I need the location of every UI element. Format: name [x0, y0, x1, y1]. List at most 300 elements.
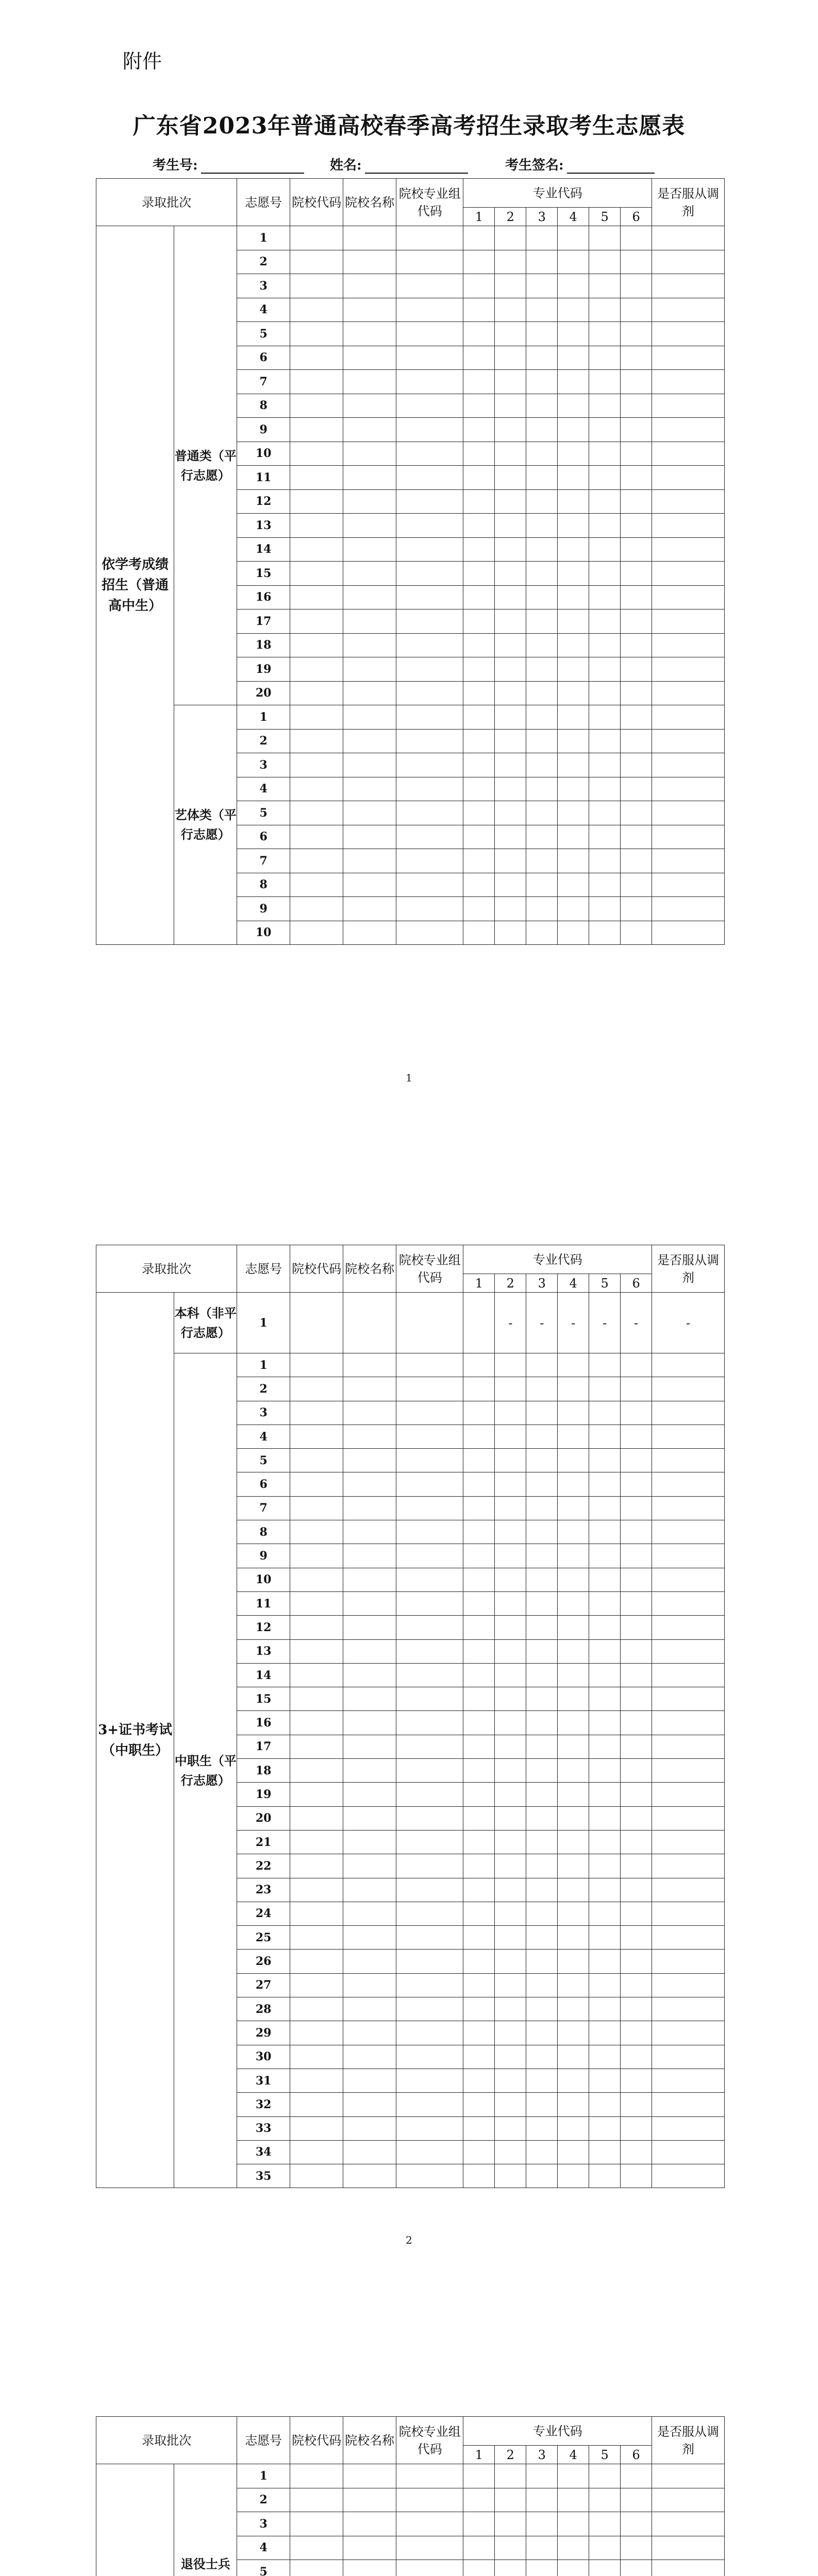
major-code-cell[interactable]: [589, 2045, 621, 2069]
major-code-cell[interactable]: [589, 1687, 621, 1711]
input-cell[interactable]: [396, 2045, 463, 2069]
adjust-cell[interactable]: [652, 681, 725, 705]
input-cell[interactable]: [396, 537, 463, 562]
major-code-cell[interactable]: [495, 657, 526, 682]
adjust-cell[interactable]: [652, 2045, 725, 2069]
major-code-cell[interactable]: [589, 1568, 621, 1591]
input-cell[interactable]: [396, 1783, 463, 1806]
major-code-cell[interactable]: [621, 657, 652, 682]
major-code-cell[interactable]: [526, 1591, 558, 1615]
input-cell[interactable]: [343, 609, 396, 634]
major-code-cell[interactable]: [495, 2464, 526, 2488]
major-code-cell[interactable]: [526, 1544, 558, 1568]
major-code-cell[interactable]: [589, 1854, 621, 1878]
adjust-cell[interactable]: [652, 1425, 725, 1448]
input-cell[interactable]: [290, 1377, 343, 1401]
major-code-cell[interactable]: [526, 514, 558, 538]
major-code-cell[interactable]: [621, 609, 652, 634]
input-cell[interactable]: [396, 2116, 463, 2140]
input-cell[interactable]: [343, 1377, 396, 1401]
input-cell[interactable]: [396, 1472, 463, 1496]
adjust-cell[interactable]: [652, 609, 725, 634]
major-code-cell[interactable]: [621, 2069, 652, 2092]
major-code-cell[interactable]: [495, 1591, 526, 1615]
input-cell[interactable]: [343, 1472, 396, 1496]
input-cell[interactable]: [290, 1472, 343, 1496]
major-code-cell[interactable]: [495, 2093, 526, 2116]
major-code-cell[interactable]: [589, 825, 621, 849]
major-code-cell[interactable]: [526, 705, 558, 730]
major-code-cell[interactable]: [621, 849, 652, 873]
major-code-cell[interactable]: [589, 1353, 621, 1377]
input-cell[interactable]: [343, 1544, 396, 1568]
major-code-cell[interactable]: [495, 1950, 526, 1973]
major-code-cell[interactable]: [495, 514, 526, 538]
input-cell[interactable]: [343, 250, 396, 274]
input-cell[interactable]: [396, 633, 463, 657]
major-code-cell[interactable]: [558, 753, 589, 777]
input-cell[interactable]: [343, 801, 396, 825]
major-code-cell[interactable]: [526, 2164, 558, 2188]
major-code-cell[interactable]: -: [589, 1293, 621, 1353]
input-cell[interactable]: [396, 1401, 463, 1425]
input-cell[interactable]: [343, 418, 396, 442]
input-cell[interactable]: [343, 729, 396, 753]
input-cell[interactable]: [290, 322, 343, 346]
major-code-cell[interactable]: [526, 681, 558, 705]
major-code-cell[interactable]: [621, 418, 652, 442]
major-code-cell[interactable]: [463, 921, 495, 945]
major-code-cell[interactable]: [463, 1449, 495, 1472]
adjust-cell[interactable]: [652, 1783, 725, 1806]
input-cell[interactable]: [396, 729, 463, 753]
major-code-cell[interactable]: [463, 1616, 495, 1639]
adjust-cell[interactable]: [652, 2512, 725, 2536]
input-cell[interactable]: [290, 705, 343, 730]
adjust-cell[interactable]: [652, 2116, 725, 2140]
input-cell[interactable]: [343, 1353, 396, 1377]
input-cell[interactable]: [343, 489, 396, 514]
major-code-cell[interactable]: [558, 2069, 589, 2092]
input-cell[interactable]: [343, 1711, 396, 1735]
input-cell[interactable]: [290, 2536, 343, 2560]
major-code-cell[interactable]: [463, 1496, 495, 1520]
major-code-cell[interactable]: [526, 2464, 558, 2488]
input-cell[interactable]: [290, 681, 343, 705]
major-code-cell[interactable]: [463, 849, 495, 873]
major-code-cell[interactable]: [589, 1663, 621, 1687]
major-code-cell[interactable]: [621, 1878, 652, 1902]
major-code-cell[interactable]: [463, 1687, 495, 1711]
input-cell[interactable]: [290, 2069, 343, 2092]
major-code-cell[interactable]: [463, 897, 495, 921]
major-code-cell[interactable]: [621, 2164, 652, 2188]
major-code-cell[interactable]: [495, 1449, 526, 1472]
major-code-cell[interactable]: [589, 2116, 621, 2140]
adjust-cell[interactable]: [652, 777, 725, 801]
major-code-cell[interactable]: [463, 2488, 495, 2512]
major-code-cell[interactable]: [558, 226, 589, 250]
major-code-cell[interactable]: [621, 585, 652, 609]
major-code-cell[interactable]: [558, 801, 589, 825]
major-code-cell[interactable]: [526, 1830, 558, 1854]
major-code-cell[interactable]: [589, 514, 621, 538]
major-code-cell[interactable]: [463, 250, 495, 274]
input-cell[interactable]: [343, 825, 396, 849]
signature-field[interactable]: [505, 155, 655, 174]
input-cell[interactable]: [290, 1293, 343, 1353]
major-code-cell[interactable]: [621, 322, 652, 346]
major-code-cell[interactable]: [558, 1568, 589, 1591]
major-code-cell[interactable]: -: [526, 1293, 558, 1353]
adjust-cell[interactable]: [652, 1449, 725, 1472]
major-code-cell[interactable]: [558, 2464, 589, 2488]
major-code-cell[interactable]: [558, 1926, 589, 1950]
major-code-cell[interactable]: [589, 1711, 621, 1735]
major-code-cell[interactable]: [463, 705, 495, 730]
major-code-cell[interactable]: [621, 1639, 652, 1663]
adjust-cell[interactable]: [652, 801, 725, 825]
major-code-cell[interactable]: [558, 1687, 589, 1711]
major-code-cell[interactable]: [558, 849, 589, 873]
input-cell[interactable]: [290, 2116, 343, 2140]
major-code-cell[interactable]: [558, 585, 589, 609]
major-code-cell[interactable]: [495, 346, 526, 370]
input-cell[interactable]: [396, 1878, 463, 1902]
major-code-cell[interactable]: [495, 2488, 526, 2512]
input-cell[interactable]: [290, 1854, 343, 1878]
major-code-cell[interactable]: [495, 442, 526, 466]
major-code-cell[interactable]: [589, 585, 621, 609]
major-code-cell[interactable]: [495, 1520, 526, 1544]
input-cell[interactable]: [290, 1806, 343, 1830]
input-cell[interactable]: [396, 1973, 463, 1997]
input-cell[interactable]: [396, 1830, 463, 1854]
major-code-cell[interactable]: [526, 2021, 558, 2045]
adjust-cell[interactable]: [652, 346, 725, 370]
major-code-cell[interactable]: [495, 777, 526, 801]
major-code-cell[interactable]: [495, 1425, 526, 1448]
input-cell[interactable]: [396, 346, 463, 370]
major-code-cell[interactable]: [526, 2512, 558, 2536]
major-code-cell[interactable]: [589, 681, 621, 705]
major-code-cell[interactable]: [495, 1830, 526, 1854]
major-code-cell[interactable]: [558, 921, 589, 945]
major-code-cell[interactable]: [495, 1568, 526, 1591]
major-code-cell[interactable]: [621, 370, 652, 394]
major-code-cell[interactable]: [495, 825, 526, 849]
major-code-cell[interactable]: [589, 1425, 621, 1448]
major-code-cell[interactable]: [621, 873, 652, 897]
major-code-cell[interactable]: [495, 1377, 526, 1401]
adjust-cell[interactable]: [652, 825, 725, 849]
major-code-cell[interactable]: [526, 921, 558, 945]
input-cell[interactable]: [343, 2069, 396, 2092]
major-code-cell[interactable]: [495, 1639, 526, 1663]
major-code-cell[interactable]: [495, 1878, 526, 1902]
major-code-cell[interactable]: [495, 1997, 526, 2021]
adjust-cell[interactable]: [652, 1902, 725, 1925]
adjust-cell[interactable]: [652, 1472, 725, 1496]
major-code-cell[interactable]: [463, 1520, 495, 1544]
major-code-cell[interactable]: [463, 537, 495, 562]
input-cell[interactable]: [343, 1902, 396, 1925]
major-code-cell[interactable]: [495, 2560, 526, 2576]
major-code-cell[interactable]: [526, 1950, 558, 1973]
input-cell[interactable]: [290, 418, 343, 442]
input-cell[interactable]: [396, 514, 463, 538]
major-code-cell[interactable]: [621, 1377, 652, 1401]
adjust-cell[interactable]: [652, 1806, 725, 1830]
input-cell[interactable]: [396, 2093, 463, 2116]
input-cell[interactable]: [290, 466, 343, 490]
adjust-cell[interactable]: [652, 1759, 725, 1783]
major-code-cell[interactable]: [558, 1639, 589, 1663]
major-code-cell[interactable]: [621, 226, 652, 250]
major-code-cell[interactable]: [526, 2093, 558, 2116]
major-code-cell[interactable]: [463, 1639, 495, 1663]
input-cell[interactable]: [343, 1735, 396, 1758]
major-code-cell[interactable]: [558, 1830, 589, 1854]
major-code-cell[interactable]: [558, 897, 589, 921]
input-cell[interactable]: [290, 1353, 343, 1377]
major-code-cell[interactable]: [526, 1663, 558, 1687]
input-cell[interactable]: [396, 1997, 463, 2021]
adjust-cell[interactable]: [652, 1568, 725, 1591]
input-cell[interactable]: [290, 753, 343, 777]
input-cell[interactable]: [290, 2140, 343, 2164]
major-code-cell[interactable]: [495, 2512, 526, 2536]
major-code-cell[interactable]: [526, 585, 558, 609]
input-cell[interactable]: [396, 1496, 463, 1520]
major-code-cell[interactable]: [463, 346, 495, 370]
input-cell[interactable]: [343, 2116, 396, 2140]
input-cell[interactable]: [343, 226, 396, 250]
major-code-cell[interactable]: [526, 274, 558, 298]
input-cell[interactable]: [290, 1401, 343, 1425]
major-code-cell[interactable]: [589, 753, 621, 777]
major-code-cell[interactable]: [463, 1568, 495, 1591]
major-code-cell[interactable]: [558, 681, 589, 705]
input-cell[interactable]: [290, 1735, 343, 1758]
major-code-cell[interactable]: [495, 1759, 526, 1783]
input-cell[interactable]: [343, 1591, 396, 1615]
major-code-cell[interactable]: [463, 466, 495, 490]
major-code-cell[interactable]: [495, 1854, 526, 1878]
adjust-cell[interactable]: [652, 1353, 725, 1377]
input-cell[interactable]: [290, 537, 343, 562]
major-code-cell[interactable]: [558, 633, 589, 657]
major-code-cell[interactable]: [589, 1496, 621, 1520]
major-code-cell[interactable]: [558, 418, 589, 442]
input-cell[interactable]: [290, 1926, 343, 1950]
major-code-cell[interactable]: [463, 1711, 495, 1735]
major-code-cell[interactable]: [558, 298, 589, 322]
major-code-cell[interactable]: [558, 2512, 589, 2536]
major-code-cell[interactable]: [526, 322, 558, 346]
major-code-cell[interactable]: [526, 394, 558, 418]
major-code-cell[interactable]: [495, 921, 526, 945]
major-code-cell[interactable]: [621, 1902, 652, 1925]
input-cell[interactable]: [396, 1926, 463, 1950]
major-code-cell[interactable]: [621, 897, 652, 921]
input-cell[interactable]: [290, 2512, 343, 2536]
input-cell[interactable]: [343, 1568, 396, 1591]
input-cell[interactable]: [290, 1449, 343, 1472]
major-code-cell[interactable]: [495, 489, 526, 514]
input-cell[interactable]: [343, 322, 396, 346]
major-code-cell[interactable]: [621, 1806, 652, 1830]
input-cell[interactable]: [343, 1783, 396, 1806]
major-code-cell[interactable]: [463, 1401, 495, 1425]
major-code-cell[interactable]: [589, 705, 621, 730]
major-code-cell[interactable]: [526, 562, 558, 586]
adjust-cell[interactable]: [652, 1520, 725, 1544]
input-cell[interactable]: [290, 849, 343, 873]
adjust-cell[interactable]: [652, 1973, 725, 1997]
input-cell[interactable]: [396, 1639, 463, 1663]
input-cell[interactable]: [343, 1401, 396, 1425]
major-code-cell[interactable]: [495, 2164, 526, 2188]
input-cell[interactable]: [396, 1806, 463, 1830]
major-code-cell[interactable]: [526, 633, 558, 657]
adjust-cell[interactable]: [652, 1663, 725, 1687]
input-cell[interactable]: [290, 2560, 343, 2576]
major-code-cell[interactable]: [589, 801, 621, 825]
input-cell[interactable]: [396, 1353, 463, 1377]
major-code-cell[interactable]: [589, 1616, 621, 1639]
major-code-cell[interactable]: [526, 370, 558, 394]
major-code-cell[interactable]: [589, 873, 621, 897]
major-code-cell[interactable]: [589, 226, 621, 250]
input-cell[interactable]: [343, 2045, 396, 2069]
adjust-cell[interactable]: [652, 753, 725, 777]
major-code-cell[interactable]: [589, 1401, 621, 1425]
major-code-cell[interactable]: [495, 2045, 526, 2069]
major-code-cell[interactable]: [463, 609, 495, 634]
input-cell[interactable]: [343, 1663, 396, 1687]
major-code-cell[interactable]: [558, 1783, 589, 1806]
major-code-cell[interactable]: [526, 2116, 558, 2140]
major-code-cell[interactable]: [495, 753, 526, 777]
major-code-cell[interactable]: [463, 2164, 495, 2188]
adjust-cell[interactable]: [652, 2093, 725, 2116]
major-code-cell[interactable]: [495, 1902, 526, 1925]
input-cell[interactable]: [396, 705, 463, 730]
adjust-cell[interactable]: [652, 298, 725, 322]
major-code-cell[interactable]: [589, 274, 621, 298]
major-code-cell[interactable]: [558, 1425, 589, 1448]
major-code-cell[interactable]: [621, 1520, 652, 1544]
major-code-cell[interactable]: [463, 825, 495, 849]
major-code-cell[interactable]: [463, 1854, 495, 1878]
exam-number-blank[interactable]: [201, 159, 304, 174]
major-code-cell[interactable]: [558, 1806, 589, 1830]
major-code-cell[interactable]: [463, 1353, 495, 1377]
major-code-cell[interactable]: [463, 753, 495, 777]
major-code-cell[interactable]: [589, 370, 621, 394]
major-code-cell[interactable]: [526, 1806, 558, 1830]
major-code-cell[interactable]: [558, 250, 589, 274]
input-cell[interactable]: [396, 2488, 463, 2512]
major-code-cell[interactable]: [526, 489, 558, 514]
name-blank[interactable]: [365, 159, 468, 174]
major-code-cell[interactable]: [558, 705, 589, 730]
major-code-cell[interactable]: [495, 1353, 526, 1377]
major-code-cell[interactable]: [495, 1711, 526, 1735]
input-cell[interactable]: [343, 562, 396, 586]
input-cell[interactable]: [396, 753, 463, 777]
input-cell[interactable]: [396, 226, 463, 250]
input-cell[interactable]: [396, 2021, 463, 2045]
adjust-cell[interactable]: [652, 1926, 725, 1950]
input-cell[interactable]: [290, 1997, 343, 2021]
major-code-cell[interactable]: [463, 226, 495, 250]
adjust-cell[interactable]: [652, 849, 725, 873]
major-code-cell[interactable]: [621, 1711, 652, 1735]
major-code-cell[interactable]: [526, 1878, 558, 1902]
major-code-cell[interactable]: [589, 1878, 621, 1902]
major-code-cell[interactable]: [589, 897, 621, 921]
input-cell[interactable]: [343, 1639, 396, 1663]
major-code-cell[interactable]: [495, 609, 526, 634]
input-cell[interactable]: [290, 2164, 343, 2188]
input-cell[interactable]: [396, 1425, 463, 1448]
major-code-cell[interactable]: [558, 1496, 589, 1520]
major-code-cell[interactable]: [589, 633, 621, 657]
input-cell[interactable]: [343, 1520, 396, 1544]
major-code-cell[interactable]: [463, 777, 495, 801]
input-cell[interactable]: [290, 1544, 343, 1568]
major-code-cell[interactable]: [589, 466, 621, 490]
adjust-cell[interactable]: [652, 466, 725, 490]
input-cell[interactable]: [343, 921, 396, 945]
major-code-cell[interactable]: [526, 2560, 558, 2576]
major-code-cell[interactable]: [463, 1472, 495, 1496]
input-cell[interactable]: [396, 897, 463, 921]
adjust-cell[interactable]: [652, 729, 725, 753]
major-code-cell[interactable]: [526, 1568, 558, 1591]
major-code-cell[interactable]: [526, 1926, 558, 1950]
major-code-cell[interactable]: [463, 1783, 495, 1806]
major-code-cell[interactable]: [526, 1997, 558, 2021]
adjust-cell[interactable]: [652, 2536, 725, 2560]
major-code-cell[interactable]: [526, 1449, 558, 1472]
major-code-cell[interactable]: [526, 1496, 558, 1520]
major-code-cell[interactable]: [526, 1616, 558, 1639]
major-code-cell[interactable]: [495, 1687, 526, 1711]
major-code-cell[interactable]: [463, 801, 495, 825]
major-code-cell[interactable]: [589, 1997, 621, 2021]
major-code-cell[interactable]: [526, 1711, 558, 1735]
major-code-cell[interactable]: [589, 657, 621, 682]
input-cell[interactable]: [290, 1902, 343, 1925]
major-code-cell[interactable]: [463, 298, 495, 322]
major-code-cell[interactable]: [558, 1997, 589, 2021]
input-cell[interactable]: [343, 1293, 396, 1353]
input-cell[interactable]: [396, 394, 463, 418]
major-code-cell[interactable]: [526, 2045, 558, 2069]
major-code-cell[interactable]: [526, 418, 558, 442]
major-code-cell[interactable]: [589, 777, 621, 801]
major-code-cell[interactable]: [621, 1997, 652, 2021]
major-code-cell[interactable]: [526, 1377, 558, 1401]
major-code-cell[interactable]: [589, 729, 621, 753]
major-code-cell[interactable]: [621, 1496, 652, 1520]
major-code-cell[interactable]: [621, 753, 652, 777]
input-cell[interactable]: [343, 2164, 396, 2188]
major-code-cell[interactable]: [621, 2560, 652, 2576]
